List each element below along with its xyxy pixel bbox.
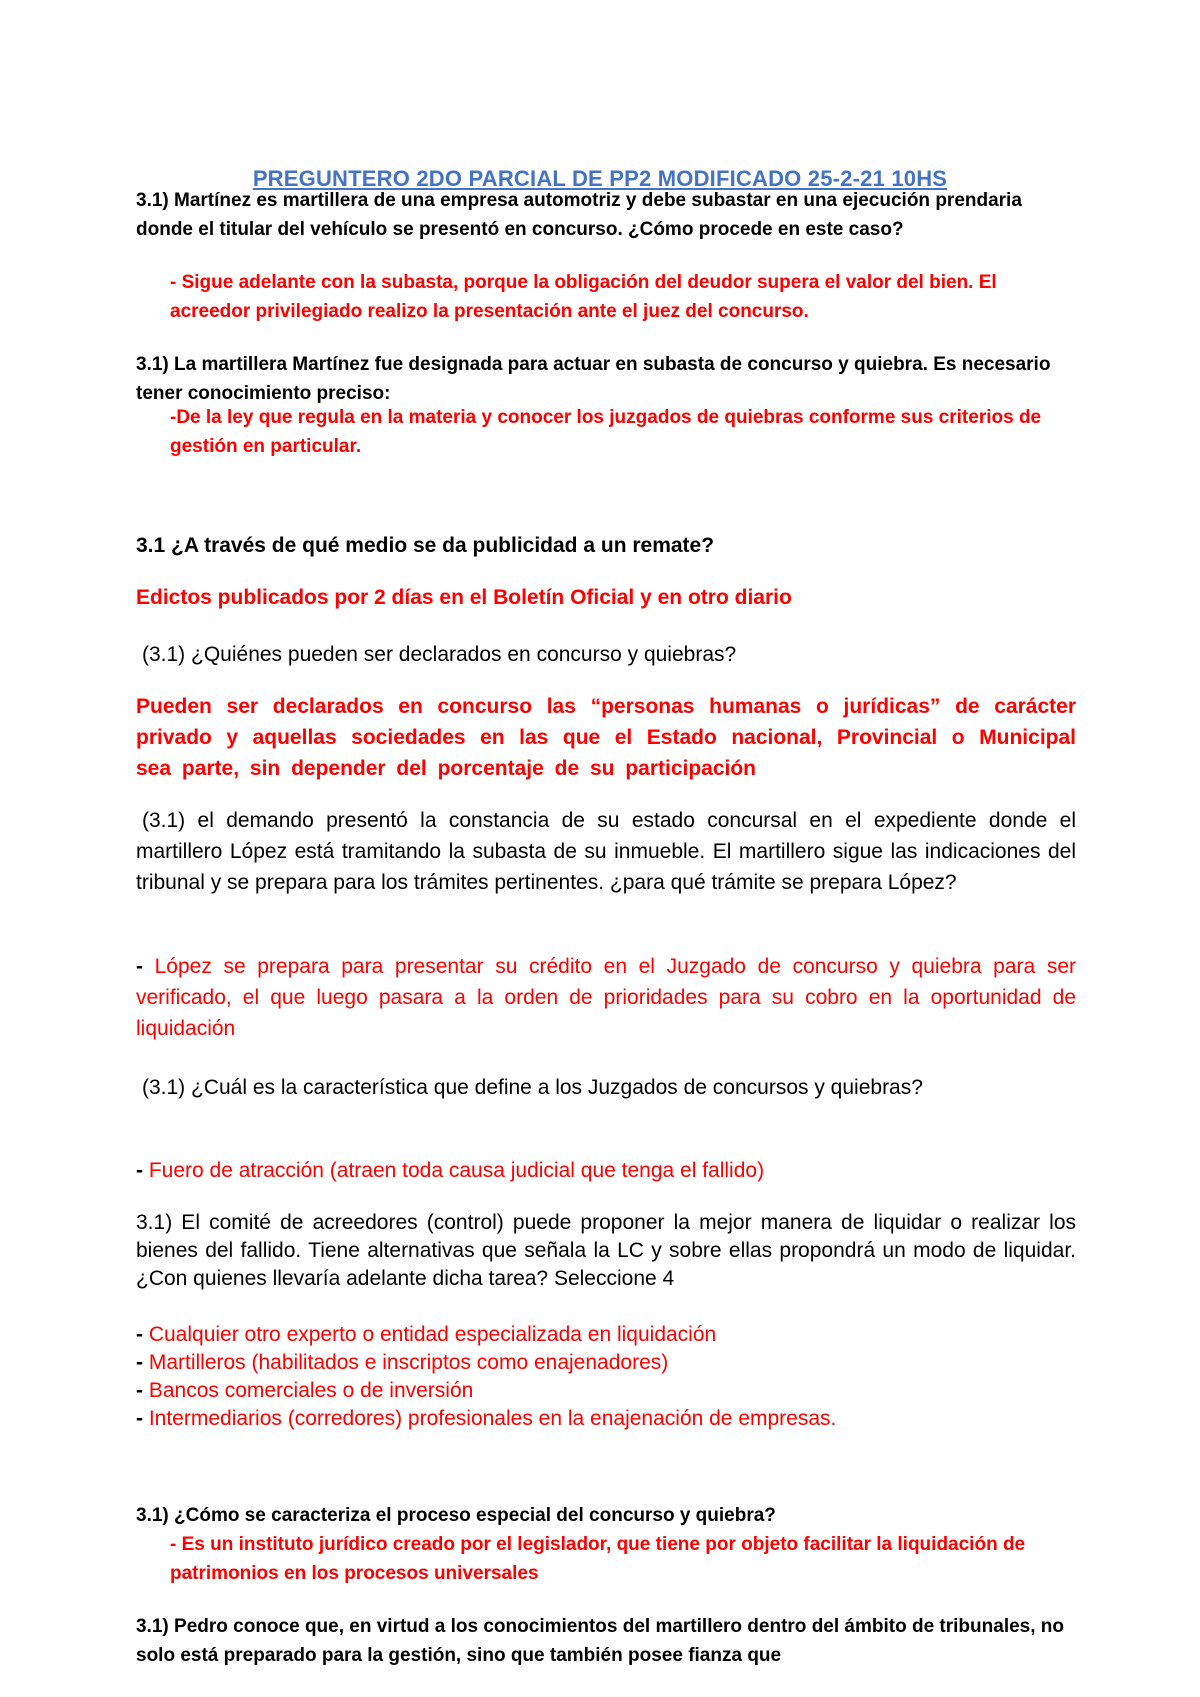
answer-3: Edictos publicados por 2 días en el Boletín Oficial y en otro diario bbox=[136, 586, 792, 609]
list-item: - Cualquier otro experto o entidad especializada en liquidación bbox=[136, 1323, 717, 1346]
list-item: - Martilleros (habilitados e inscriptos como enajenadores) bbox=[136, 1351, 669, 1374]
question-8: 3.1) ¿Cómo se caracteriza el proceso especial del concurso y quiebra? bbox=[136, 1505, 776, 1526]
question-3: 3.1 ¿A través de qué medio se da publicidad a un remate? bbox=[136, 534, 715, 557]
question-5: (3.1) el demando presentó la constancia de su estado concursal en el expediente donde el martillero López está tramitando la subasta de su inmueble. El martillero sigue las indicaciones del tribunal y se prepara para los trámites pertinentes. ¿para qué trámite se prepara López? bbox=[136, 809, 1076, 894]
answer-2: -De la ley que regula en la materia y conocer los juzgados de quiebras conforme sus criterios de gestión en particular. bbox=[170, 407, 1042, 457]
question-2: 3.1) La martillera Martínez fue designada para actuar en subasta de concurso y quiebra. Es necesario tener conocimiento preciso: bbox=[136, 354, 1051, 404]
answer-8: - Es un instituto jurídico creado por el legislador, que tiene por objeto facilitar la liquidación de patrimonios en los procesos universales bbox=[170, 1534, 1026, 1584]
list-item: - Bancos comerciales o de inversión bbox=[136, 1379, 474, 1402]
answer-4: Pueden ser declarados en concurso las “personas humanas o jurídicas” de carácter privado y aquellas sociedades en las que el Estado nacional, Provincial o Municipal sea parte, sin depender del porcentaje de su participación bbox=[136, 695, 1076, 780]
list-item: - Intermediarios (corredores) profesionales en la enajenación de empresas. bbox=[136, 1407, 837, 1430]
question-9: 3.1) Pedro conoce que, en virtud a los conocimientos del martillero dentro del ámbito de tribunales, no solo está preparado para la gestión, sino que también posee fianza que bbox=[136, 1616, 1065, 1666]
question-1: 3.1) Martínez es martillera de una empresa automotriz y debe subastar en una ejecución prendaria donde el titular del vehículo se presentó en concurso. ¿Cómo procede en este caso? bbox=[136, 190, 1022, 240]
options-list-7 bbox=[136, 1321, 1076, 1433]
answer-6 bbox=[136, 1155, 1076, 1186]
question-6: (3.1) ¿Cuál es la característica que define a los Juzgados de concursos y quiebras? bbox=[142, 1076, 923, 1099]
document-title: PREGUNTERO 2DO PARCIAL DE PP2 MODIFICADO 25-2-21 10HS bbox=[252, 166, 948, 191]
answer-5-dash: - bbox=[136, 955, 143, 978]
question-4: (3.1) ¿Quiénes pueden ser declarados en concurso y quiebras? bbox=[142, 643, 737, 666]
answer-6-text: Fuero de atracción (atraen toda causa judicial que tenga el fallido) bbox=[148, 1159, 765, 1182]
question-7: 3.1) El comité de acreedores (control) puede proponer la mejor manera de liquidar o realizar los bienes del fallido. Tiene alternativas que señala la LC y sobre ellas propondrá un modo de liquidar. ¿Con quienes llevaría adelante dicha tarea? Seleccione 4 bbox=[136, 1211, 1076, 1290]
answer-1: - Sigue adelante con la subasta, porque la obligación del deudor supera el valor del bien. El acreedor privilegiado realizo la presentación ante el juez del concurso. bbox=[170, 272, 997, 322]
answer-5 bbox=[136, 951, 1076, 1044]
answer-6-dash: - bbox=[136, 1159, 143, 1182]
answer-5-text: López se prepara para presentar su crédito en el Juzgado de concurso y quiebra para ser verificado, el que luego pasara a la orden de prioridades para su cobro en la oportunidad de liquidación bbox=[136, 955, 1076, 1040]
